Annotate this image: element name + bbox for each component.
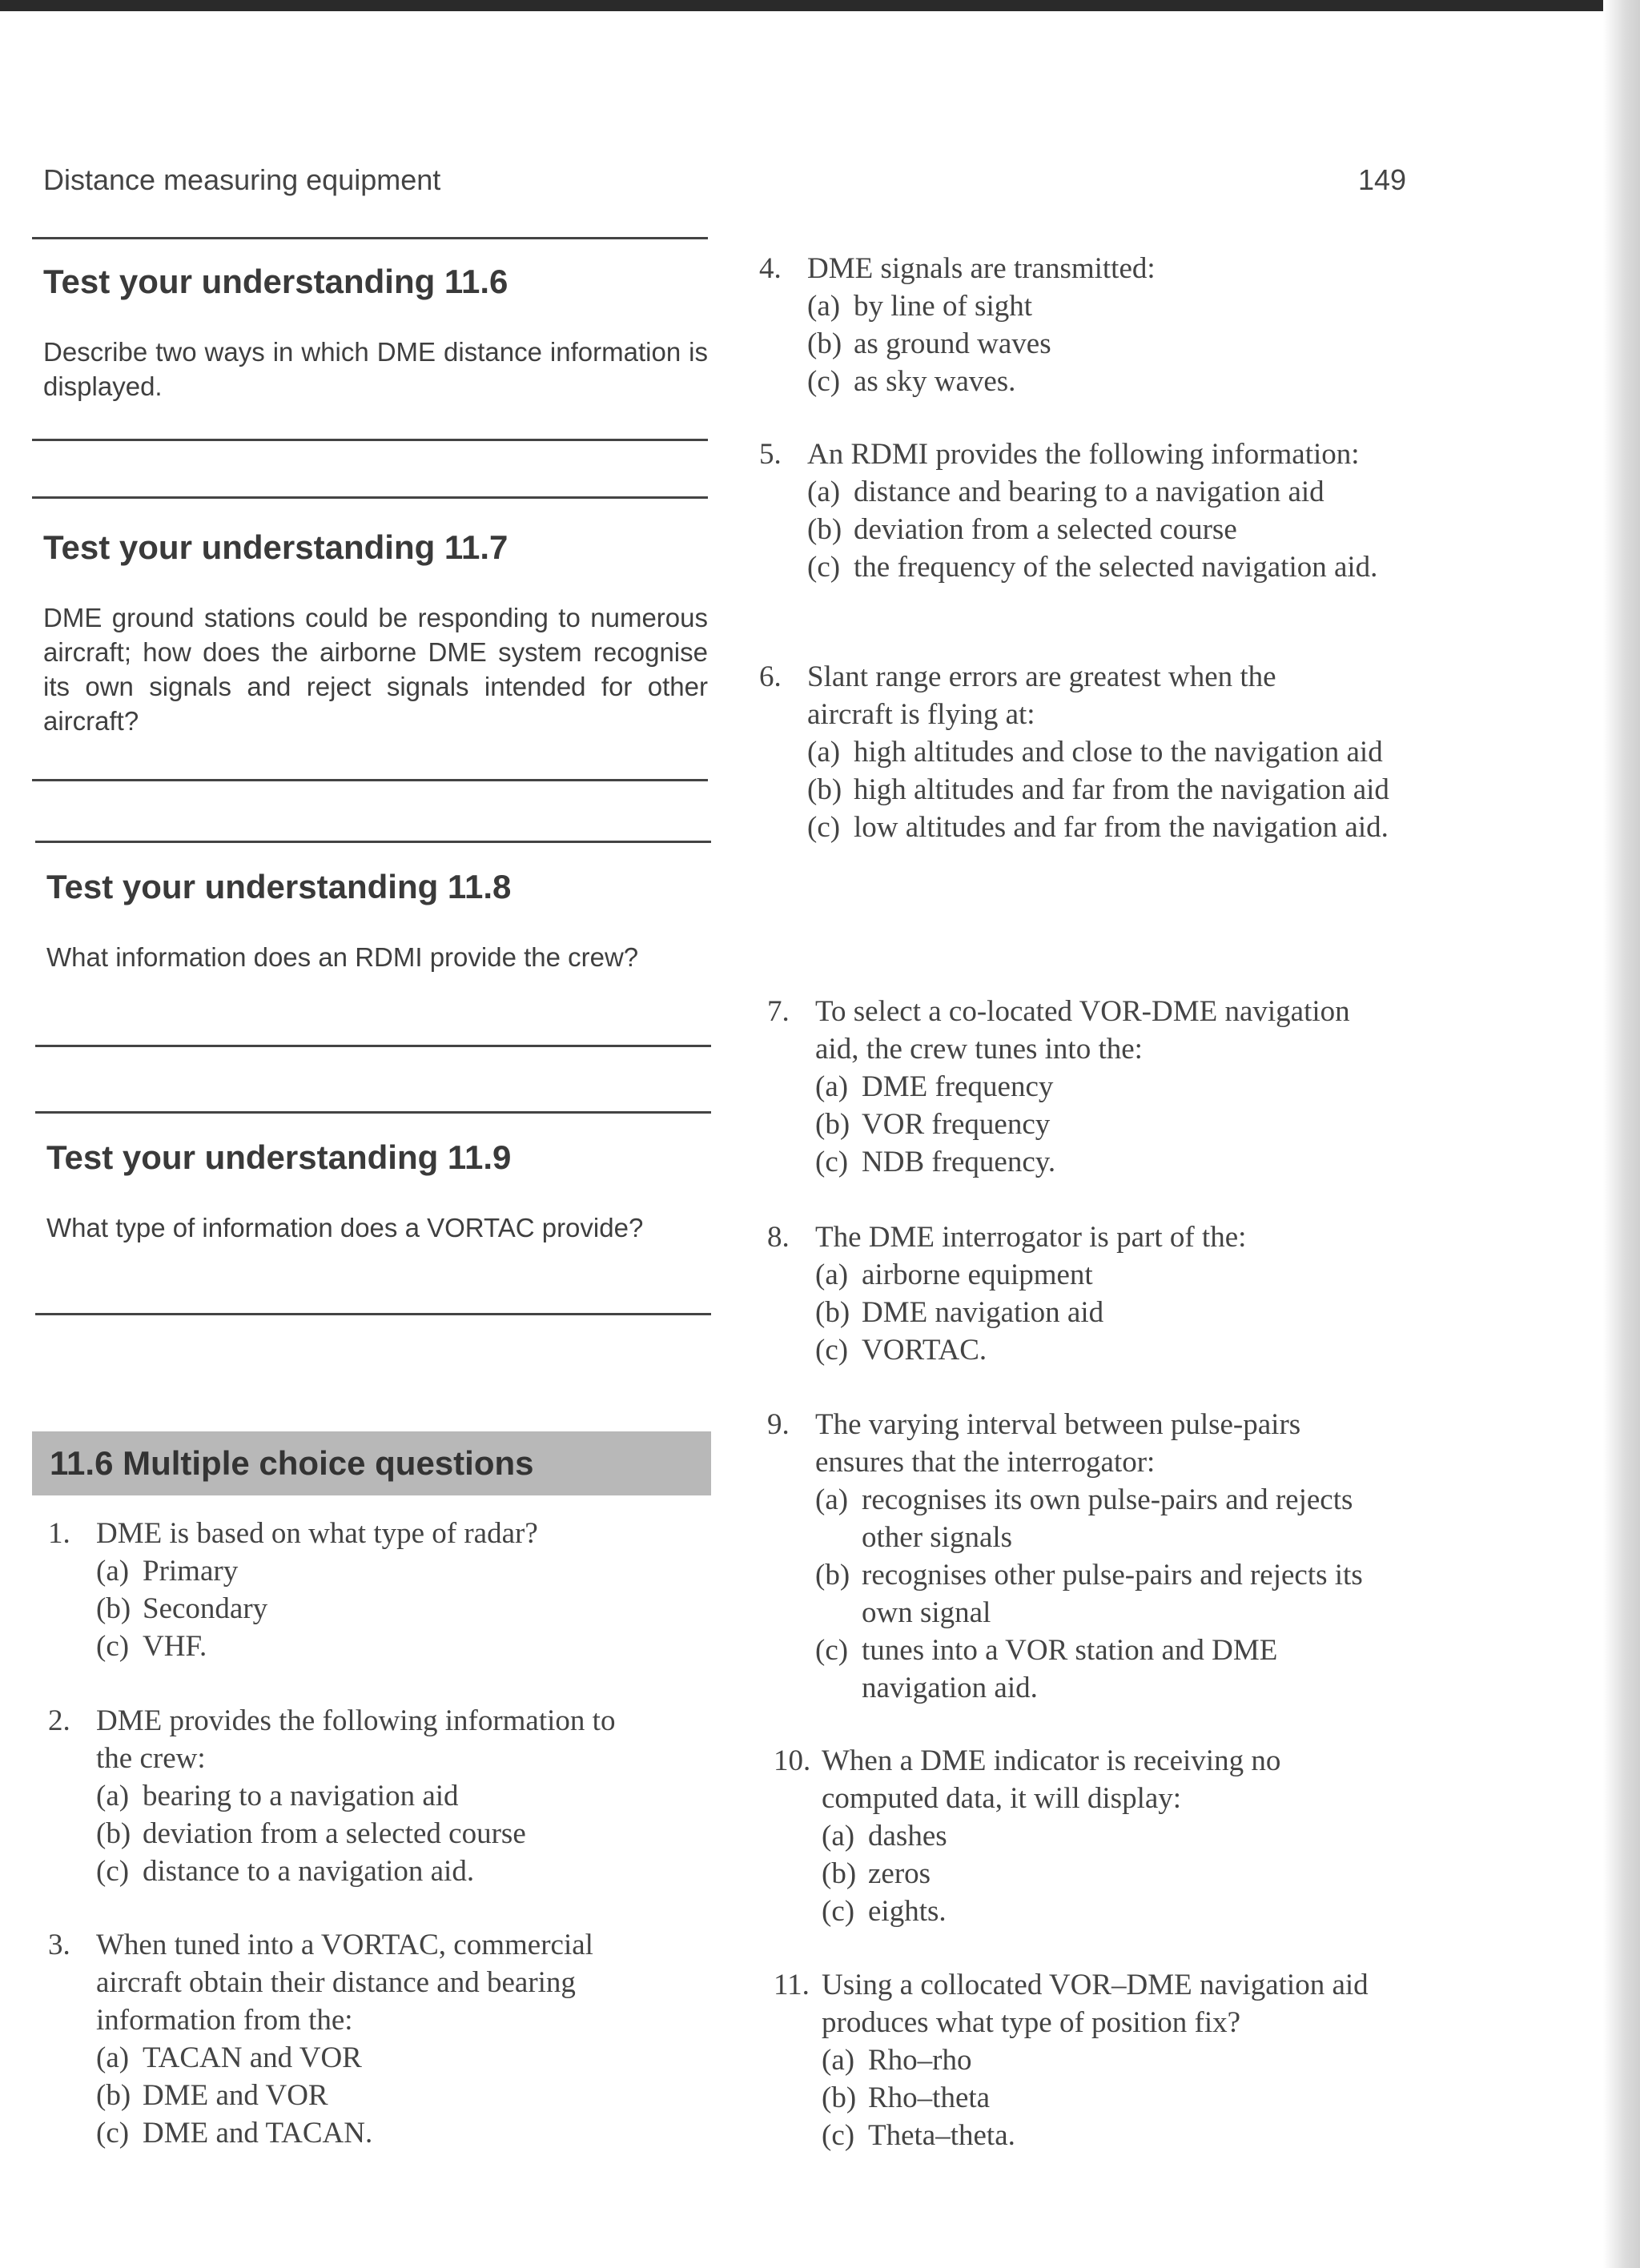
question-text: The DME interrogator is part of the:: [815, 1221, 1247, 1254]
option-text: recognises other pulse-pairs and rejects its own signal: [862, 1559, 1363, 1629]
scan-right-edge: [1603, 0, 1640, 2268]
option-text: VHF.: [143, 1630, 207, 1663]
option-text: VOR frequency: [862, 1108, 1051, 1141]
option-text: Theta–theta.: [868, 2119, 1015, 2152]
option-text: Secondary: [143, 1592, 268, 1625]
option-letter: (a): [807, 290, 841, 323]
tyu-title: Test your understanding 11.9: [46, 1138, 512, 1176]
option-a: [807, 473, 1416, 511]
scan-top-edge: [0, 0, 1640, 11]
option-text: the frequency of the selected navigation aid.: [854, 551, 1378, 584]
option-letter: (c): [815, 1634, 849, 1667]
tyu-rule-bottom: [35, 1313, 711, 1315]
option-text: deviation from a selected course: [854, 513, 1237, 546]
tyu-text: What information does an RDMI provide the crew?: [46, 942, 639, 972]
question-text: produces what type of position fix?: [822, 2006, 1241, 2039]
option-c: [822, 1893, 1416, 1930]
tyu-rule-top: [35, 1111, 711, 1114]
question-text: DME is based on what type of radar?: [96, 1517, 538, 1550]
option-a: [815, 1256, 1416, 1294]
option-c: [96, 1853, 705, 1890]
option-letter: (c): [96, 1630, 130, 1663]
option-c: [822, 2117, 1416, 2154]
option-text: distance and bearing to a navigation aid: [854, 476, 1324, 508]
option-letter: (c): [96, 1855, 130, 1888]
tyu-rule-top: [35, 841, 711, 843]
question-text: The varying interval between pulse-pairs: [815, 1408, 1301, 1441]
option-letter: (b): [96, 2079, 131, 2112]
option-letter: (b): [815, 1559, 850, 1592]
option-text: DME navigation aid: [862, 1296, 1104, 1329]
tyu-text: What type of information does a VORTAC provide?: [46, 1213, 644, 1242]
option-text: high altitudes and far from the navigation aid: [854, 773, 1389, 806]
question-text: aircraft obtain their distance and bearing: [96, 1966, 576, 1999]
question-text: When tuned into a VORTAC, commercial: [96, 1929, 593, 1961]
option-text: DME and TACAN.: [143, 2117, 373, 2150]
option-b: [815, 1106, 1416, 1143]
option-c: [815, 1632, 1416, 1707]
option-letter: (b): [96, 1592, 131, 1625]
option-letter: (c): [96, 2117, 130, 2150]
option-letter: (b): [822, 1857, 857, 1890]
option-text: NDB frequency.: [862, 1146, 1056, 1178]
question-number: 9.: [767, 1408, 790, 1441]
option-b: [96, 2077, 705, 2114]
option-letter: (b): [807, 327, 842, 360]
option-text: bearing to a navigation aid: [143, 1780, 459, 1812]
tyu-text: DME ground stations could be responding to numerous aircraft; how does the airborne DME system recognise its own signals and reject signals intended for other aircraft?: [43, 603, 708, 736]
question-10: [774, 1742, 1416, 1930]
option-a: [807, 733, 1416, 771]
option-a: [822, 2041, 1416, 2079]
question-4: [759, 250, 1416, 400]
question-text: information from the:: [96, 2004, 353, 2037]
question-7: [767, 993, 1416, 1181]
question-text: When a DME indicator is receiving no: [822, 1744, 1281, 1777]
mcq-section-heading: 11.6 Multiple choice questions: [32, 1431, 711, 1495]
question-2: [48, 1702, 705, 1890]
option-letter: (a): [96, 1555, 130, 1588]
question-text: aircraft is flying at:: [807, 698, 1035, 731]
option-letter: (a): [807, 736, 841, 769]
option-letter: (c): [807, 811, 841, 844]
option-b: [815, 1294, 1416, 1331]
tyu-box-11-9: [35, 1111, 711, 1319]
option-letter: (a): [96, 1780, 130, 1812]
question-text: aid, the crew tunes into the:: [815, 1033, 1143, 1066]
question-3: [48, 1926, 705, 2152]
option-text: dashes: [868, 1820, 947, 1853]
tyu-rule-bottom: [32, 439, 708, 441]
option-letter: (a): [96, 2041, 130, 2074]
question-1: [48, 1515, 705, 1665]
option-c: [96, 2114, 705, 2152]
option-text: Rho–rho: [868, 2044, 972, 2077]
option-a: [807, 287, 1416, 325]
option-letter: (b): [815, 1296, 850, 1329]
option-text: high altitudes and close to the navigation aid: [854, 736, 1383, 769]
option-b: [807, 325, 1416, 363]
tyu-rule-bottom: [35, 1045, 711, 1047]
question-text: DME signals are transmitted:: [807, 252, 1156, 285]
page-number: 149: [1358, 163, 1407, 196]
question-text: ensures that the interrogator:: [815, 1446, 1156, 1479]
option-text: as sky waves.: [854, 365, 1016, 398]
option-letter: (b): [815, 1108, 850, 1141]
option-b: [96, 1815, 705, 1853]
option-b: [822, 1855, 1416, 1893]
question-number: 6.: [759, 660, 782, 693]
option-letter: (c): [807, 551, 841, 584]
option-a: [96, 1552, 705, 1590]
option-text: DME and VOR: [143, 2079, 328, 2112]
option-text: distance to a navigation aid.: [143, 1855, 475, 1888]
option-a: [96, 2039, 705, 2077]
option-b: [807, 511, 1416, 548]
question-text: computed data, it will display:: [822, 1782, 1182, 1815]
tyu-rule-top: [32, 237, 708, 239]
option-text: Rho–theta: [868, 2081, 991, 2114]
tyu-title: Test your understanding 11.7: [43, 528, 508, 566]
option-letter: (b): [807, 513, 842, 546]
tyu-box-11-6: [32, 237, 708, 447]
question-text: To select a co-located VOR-DME navigation: [815, 995, 1350, 1028]
option-letter: (a): [807, 476, 841, 508]
option-text: airborne equipment: [862, 1258, 1093, 1291]
question-8: [767, 1218, 1416, 1369]
option-letter: (c): [815, 1334, 849, 1367]
option-letter: (a): [815, 1483, 849, 1516]
option-text: Primary: [143, 1555, 239, 1588]
option-b: [815, 1556, 1416, 1632]
option-letter: (c): [822, 1895, 855, 1928]
option-letter: (a): [815, 1258, 849, 1291]
tyu-box-11-8: [35, 841, 711, 1050]
option-text: as ground waves: [854, 327, 1051, 360]
question-text: Using a collocated VOR–DME navigation aid: [822, 1969, 1369, 2001]
option-a: [822, 1817, 1416, 1855]
option-text: DME frequency: [862, 1070, 1054, 1103]
question-text: An RDMI provides the following information:: [807, 438, 1360, 471]
question-5: [759, 436, 1416, 586]
question-text: the crew:: [96, 1742, 206, 1775]
option-a: [815, 1068, 1416, 1106]
option-letter: (c): [807, 365, 841, 398]
option-c: [807, 363, 1416, 400]
question-text: Slant range errors are greatest when the: [807, 660, 1276, 693]
question-number: 3.: [48, 1929, 70, 1961]
option-text: TACAN and VOR: [143, 2041, 362, 2074]
question-number: 11.: [774, 1969, 810, 2001]
option-c: [815, 1143, 1416, 1181]
tyu-text: Describe two ways in which DME distance information is displayed.: [43, 337, 708, 401]
option-c: [807, 548, 1416, 586]
option-letter: (b): [807, 773, 842, 806]
question-number: 7.: [767, 995, 790, 1028]
option-text: VORTAC.: [862, 1334, 987, 1367]
question-number: 2.: [48, 1704, 70, 1737]
option-a: [815, 1481, 1416, 1556]
question-9: [767, 1406, 1416, 1707]
option-text: recognises its own pulse-pairs and rejects other signals: [862, 1483, 1353, 1554]
question-6: [759, 658, 1416, 846]
option-letter: (a): [822, 1820, 855, 1853]
question-number: 4.: [759, 252, 782, 285]
option-b: [807, 771, 1416, 809]
option-b: [96, 1590, 705, 1628]
question-text: DME provides the following information to: [96, 1704, 616, 1737]
option-text: deviation from a selected course: [143, 1817, 526, 1850]
question-number: 8.: [767, 1221, 790, 1254]
option-b: [822, 2079, 1416, 2117]
option-text: zeros: [868, 1857, 931, 1890]
tyu-title: Test your understanding 11.8: [46, 868, 512, 905]
tyu-box-11-7: [32, 496, 708, 785]
option-letter: (a): [822, 2044, 855, 2077]
question-number: 1.: [48, 1517, 70, 1550]
tyu-rule-top: [32, 496, 708, 499]
question-number: 10.: [774, 1744, 811, 1777]
option-letter: (b): [96, 1817, 131, 1850]
tyu-rule-bottom: [32, 779, 708, 781]
option-c: [96, 1628, 705, 1665]
option-c: [815, 1331, 1416, 1369]
option-text: eights.: [868, 1895, 947, 1928]
option-a: [96, 1777, 705, 1815]
option-c: [807, 809, 1416, 846]
tyu-title: Test your understanding 11.6: [43, 263, 508, 300]
test-your-understanding-column: [32, 237, 708, 447]
running-head: Distance measuring equipment: [43, 163, 441, 196]
question-11: [774, 1966, 1416, 2154]
option-letter: (c): [822, 2119, 855, 2152]
option-letter: (a): [815, 1070, 849, 1103]
option-text: tunes into a VOR station and DME navigation aid.: [862, 1634, 1278, 1704]
option-text: by line of sight: [854, 290, 1033, 323]
question-number: 5.: [759, 438, 782, 471]
option-letter: (c): [815, 1146, 849, 1178]
option-letter: (b): [822, 2081, 857, 2114]
option-text: low altitudes and far from the navigation aid.: [854, 811, 1389, 844]
